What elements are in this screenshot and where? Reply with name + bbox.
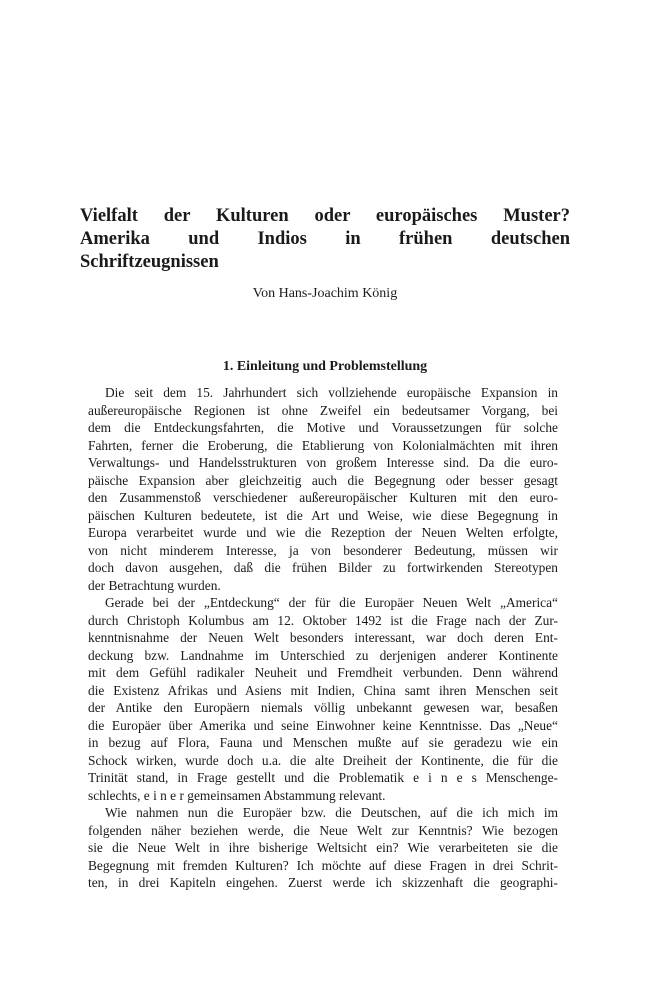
text-line: die Existenz Afrikas und Asiens mit Indien, China samt ihren Menschen seit bbox=[88, 682, 558, 698]
article-body bbox=[88, 384, 558, 892]
text-line: päische Expansion aber gleichzeitig auch die Begegnung oder besser gesagt bbox=[88, 472, 558, 488]
text-line: Europa verarbeitet wurde und wie die Rezeption der Neuen Welten erfolgte, bbox=[88, 525, 558, 540]
text-line: Trinität stand, in Frage gestellt und die Problematik e i n e s Menschenge- bbox=[88, 770, 558, 785]
title-line: Schriftzeugnissen bbox=[80, 252, 219, 272]
text-line: in bezug auf Flora, Fauna und Menschen mußte auf sie geradezu wie ein bbox=[88, 735, 558, 750]
text-line: doch davon ausgehen, daß die frühen Bilder zu fortwirkenden Stereotypen bbox=[88, 560, 558, 575]
title-line: Amerika und Indios in frühen deutschen bbox=[80, 229, 570, 249]
text-line: Fahrten, ferner die Eroberung, die Etablierung von Kolonialmächten mit ihren bbox=[88, 437, 558, 453]
text-line: außereuropäische Regionen ist ohne Zweifel ein bedeutsamer Vorgang, bei bbox=[88, 402, 558, 418]
article-title bbox=[80, 205, 570, 274]
text-line: Die seit dem 15. Jahrhundert sich vollziehende europäische Expansion in bbox=[105, 385, 558, 400]
text-line: Wie nahmen nun die Europäer bzw. die Deutschen, auf die ich mich im bbox=[105, 805, 558, 820]
text-line: Schock wirken, wurde doch u.a. die alte Dreiheit der Kontinente, die für die bbox=[88, 752, 558, 768]
paragraph bbox=[88, 384, 558, 594]
text-line: schlechts, e i n e r gemeinsamen Abstammung relevant. bbox=[88, 787, 386, 803]
text-line: sie die Neue Welt in ihre bisherige Weltsicht ein? Wie verarbeiteten sie die bbox=[88, 840, 558, 855]
text-line: ten, in drei Kapiteln eingehen. Zuerst werde ich skizzenhaft die geographi- bbox=[88, 875, 558, 890]
text-line: päischen Kulturen bedeutete, ist die Art und Weise, wie diese Begegnung in bbox=[88, 507, 558, 523]
text-line: Gerade bei der „Entdeckung“ der für die Europäer Neuen Welt „America“ bbox=[105, 595, 558, 610]
paragraph bbox=[88, 804, 558, 892]
text-line: kenntnisnahme der Neuen Welt besonders interessant, war doch deren Ent- bbox=[88, 630, 558, 645]
text-line: die Europäer über Amerika und seine Einwohner keine Kenntnisse. Das „Neue“ bbox=[88, 717, 558, 733]
paragraph bbox=[88, 594, 558, 804]
text-line: Begegnung mit fremden Kulturen? Ich möchte auf diese Fragen in drei Schrit- bbox=[88, 857, 558, 873]
text-line: folgenden näher beziehen werde, die Neue Welt zur Kenntnis? Wie bezogen bbox=[88, 822, 558, 838]
text-line: der Antike den Europäern niemals völlig unbekannt gewesen war, besaßen bbox=[88, 700, 558, 715]
text-line: durch Christoph Kolumbus am 12. Oktober 1492 ist die Frage nach der Zur- bbox=[88, 612, 558, 628]
text-line: von nicht minderem Interesse, ja von besonderer Bedeutung, müssen wir bbox=[88, 542, 558, 558]
text-line: der Betrachtung wurden. bbox=[88, 577, 221, 593]
title-line: Vielfalt der Kulturen oder europäisches Muster? bbox=[80, 206, 570, 226]
text-line: deckung bzw. Landnahme im Unterschied zu derjenigen anderer Kontinente bbox=[88, 647, 558, 663]
text-line: den Zusammenstoß verschiedener außereuropäischer Kulturen mit den euro- bbox=[88, 490, 558, 505]
text-line: mit dem Gefühl radikaler Neuheit und Fremdheit verbunden. Denn während bbox=[88, 665, 558, 680]
author-line: Von Hans-Joachim König bbox=[252, 286, 398, 301]
section-heading: 1. Einleitung und Problemstellung bbox=[222, 358, 428, 374]
text-line: dem die Entdeckungsfahrten, die Motive und Voraussetzungen für solche bbox=[88, 420, 558, 435]
text-line: Verwaltungs- und Handelsstrukturen von großem Interesse sind. Da die euro- bbox=[88, 455, 558, 470]
